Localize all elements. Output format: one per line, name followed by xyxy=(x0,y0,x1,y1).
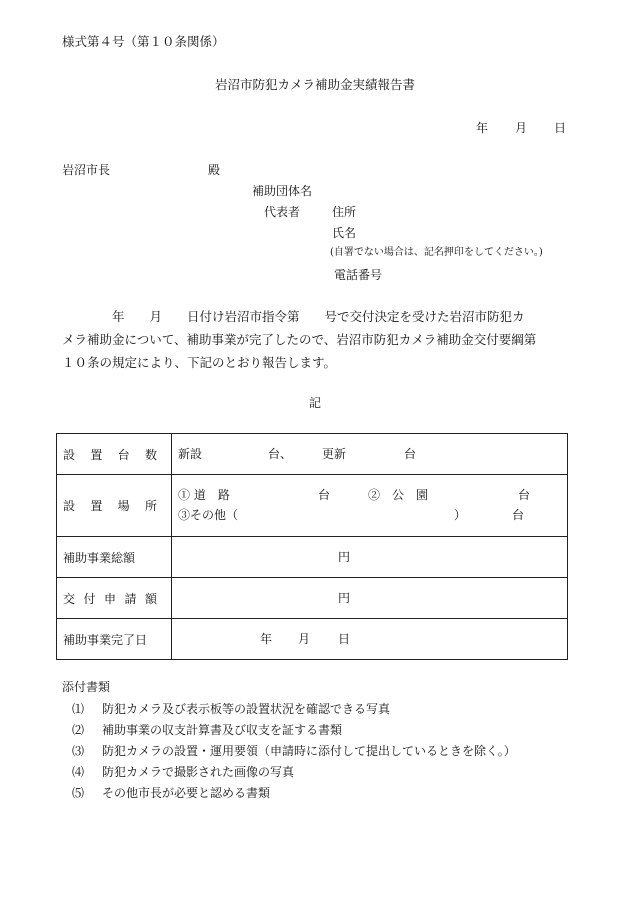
label-char: 置 xyxy=(90,499,103,513)
label-char: 請 xyxy=(124,591,137,606)
attachment-num: ⑵ xyxy=(72,723,85,737)
update-unit: 台 xyxy=(404,447,417,461)
road-label: ① 道 路 xyxy=(178,488,230,502)
table-row-location xyxy=(57,475,568,537)
attachment-item xyxy=(72,766,294,778)
attachment-num: ⑷ xyxy=(72,765,85,779)
attachment-num: ⑸ xyxy=(72,786,85,800)
label-char: 交 xyxy=(63,591,76,606)
table-row-complete xyxy=(57,619,568,660)
attachment-text: その他市長が必要と認める書類 xyxy=(102,786,271,800)
ki-heading: 記 xyxy=(308,396,321,410)
org-name-label: 補助団体名 xyxy=(252,184,313,198)
label-char: 額 xyxy=(144,591,157,606)
label-char: 場 xyxy=(117,499,130,513)
label-char: 数 xyxy=(144,447,157,462)
count-label xyxy=(57,434,172,475)
phone-label: 電話番号 xyxy=(334,268,383,282)
other-close: ） xyxy=(454,508,467,522)
other-unit: 台 xyxy=(512,508,525,522)
table-row-count xyxy=(57,434,568,475)
body-line: メラ補助金について、補助事業が完了したので、岩沼市防犯カメラ補助金交付要綱第 xyxy=(62,332,537,347)
total-label: 補助事業総額 xyxy=(57,537,172,578)
attachment-text: 補助事業の収支計算書及び収支を証する書類 xyxy=(102,723,343,737)
other-label: ③その他（ xyxy=(178,508,239,522)
apply-label xyxy=(57,578,172,619)
details-table xyxy=(56,433,568,660)
park-unit: 台 xyxy=(518,488,531,502)
address-label: 住所 xyxy=(332,205,357,219)
total-unit: 円 xyxy=(338,550,351,564)
body-line: １０条の規定により、下記のとおり報告します。 xyxy=(62,355,337,370)
date-day-label: 日 xyxy=(553,121,566,135)
attachment-item xyxy=(72,787,270,799)
road-unit: 台 xyxy=(318,488,331,502)
label-char: 付 xyxy=(83,591,96,606)
attachment-item xyxy=(72,745,516,757)
new-label: 新設 xyxy=(178,447,203,461)
attachments-heading: 添付書類 xyxy=(62,680,111,694)
update-label: 更新 xyxy=(322,447,347,461)
addressee: 岩沼市長 xyxy=(62,163,111,177)
table-row-total xyxy=(57,537,568,578)
complete-value-cell[interactable] xyxy=(172,619,568,660)
body-line: 年 月 日付け岩沼市指令第 号で交付決定を受けた岩沼市防犯カ xyxy=(62,309,525,324)
attachment-text: 防犯カメラ及び表示板等の設置状況を確認できる写真 xyxy=(102,702,391,716)
complete-day-label: 日 xyxy=(338,632,351,646)
date-year-label: 年 xyxy=(476,121,489,135)
label-char: 置 xyxy=(90,447,103,462)
attachment-text: 防犯カメラの設置・運用要領（申請時に添付して提出しているときを除く。） xyxy=(102,744,516,758)
complete-month-label: 月 xyxy=(298,632,311,646)
new-unit: 台、 xyxy=(268,447,293,461)
apply-unit: 円 xyxy=(338,591,351,605)
apply-value-cell[interactable] xyxy=(172,578,568,619)
label-char: 設 xyxy=(63,499,76,513)
name-label: 氏名 xyxy=(332,226,357,240)
body-paragraph xyxy=(62,305,568,374)
representative-label: 代表者 xyxy=(264,205,301,219)
report-date xyxy=(476,122,566,134)
location-value-cell[interactable] xyxy=(172,475,568,537)
label-char: 設 xyxy=(63,447,76,462)
park-label: ② 公 園 xyxy=(368,488,429,502)
complete-label: 補助事業完了日 xyxy=(57,619,172,660)
attachment-num: ⑴ xyxy=(72,702,85,716)
attachment-text: 防犯カメラで撮影された画像の写真 xyxy=(102,765,295,779)
label-char: 所 xyxy=(144,499,157,513)
table-row-apply xyxy=(57,578,568,619)
honorific: 殿 xyxy=(208,163,221,177)
signature-note: (自署でない場合は、記名押印をしてください。) xyxy=(330,247,543,258)
location-label xyxy=(57,475,172,537)
label-char: 申 xyxy=(103,591,116,606)
total-value-cell[interactable] xyxy=(172,537,568,578)
document-title: 岩沼市防犯カメラ補助金実績報告書 xyxy=(214,77,415,92)
complete-year-label: 年 xyxy=(260,632,273,646)
attachment-item xyxy=(72,724,342,736)
date-month-label: 月 xyxy=(514,121,527,135)
label-char: 台 xyxy=(117,447,130,462)
attachment-num: ⑶ xyxy=(72,744,85,758)
form-number: 様式第４号（第１０条関係） xyxy=(62,34,225,49)
count-value-cell[interactable] xyxy=(172,434,568,475)
attachment-item xyxy=(72,703,390,715)
